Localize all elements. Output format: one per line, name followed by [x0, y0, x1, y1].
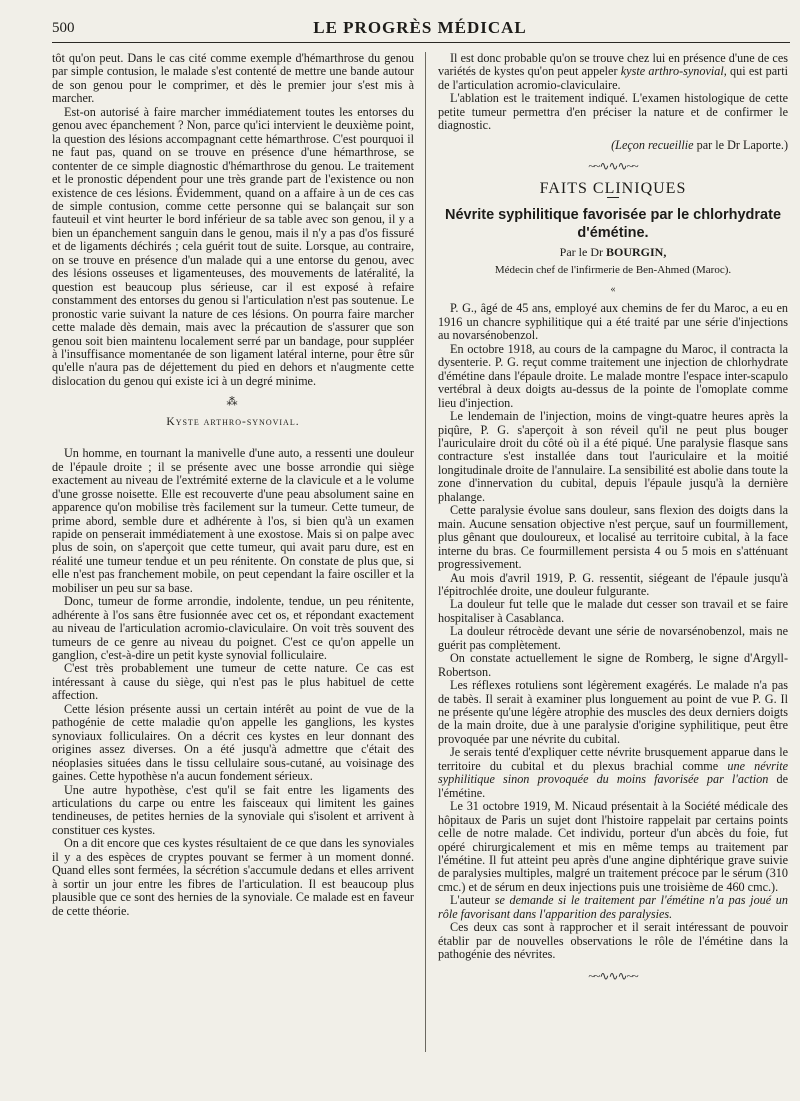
text-run: par le Dr Laporte.): [693, 137, 788, 152]
paragraph: Est-on autorisé à faire marcher immédiatement toutes les entorses du genou avec épanchement ? Non, parce qu'ici intervient le deuxième point, la question des lésions accompagnant cette hémarthrose. C'est pourquoi il ne faut pas, quand on se trouve en présence d'une hémarthrose, se contenter de ce simple diagnostic d'hémarthrose du genou. Le traitement et le pronostic dépendent pour une très grande part de l'existence ou non existence de ces lésions. Évidemment, quand on a affaire à un de ces cas de simple contusion, comme cette personne qui se balançait sur son fauteuil et vint heurter le bord inférieur de sa table avec son genou, il y a bien un épanchement sanguin dans le genou, mais il n'y a pas d'os fissuré et de ligaments déchirés ; cela guérit tout de suite. Lorsque, au contraire, on se trouve en présence d'un malade qui a une entorse du genou, avec des lésions osseuses et ligamenteuses, des mouvements de latéralité, la question est beaucoup plus sérieuse, car il est exposé à refaire constamment des entorses du genou si l'articulation n'est pas soutenue. Le pronostic varie suivant la nature de ces lésions. On pourra faire marcher cette malade dès demain, mais avec la précaution de s'assurer que son genou soit bien maintenu localement serré par un bandage, pour suppléer à l'insuffisance momentanée de son ligament latéral interne, pour être sûr qu'elle n'aura pas de déjettement du pied en dehors et n'augmente cette dislocation du genou qui existe ici à un degré minime.: [52, 104, 414, 388]
text-run: de l'émétine.: [438, 772, 788, 800]
paragraph: Ces deux cas sont à rapprocher et il serait intéressant de pouvoir établir par de nouvelles observations le rôle de l'émétine dans la pathogénie des névrites.: [438, 920, 788, 962]
heading-dash: [607, 197, 619, 198]
running-header: [52, 18, 788, 44]
paragraph: P. G., âgé de 45 ans, employé aux chemins de fer du Maroc, a eu en 1916 un chancre syphilitique qui a été traité par une série d'injections au novarsénobenzol.: [438, 301, 788, 343]
paragraph: Une autre hypothèse, c'est qu'il se fait entre les ligaments des articulations du carpe ou entre les faisceaux qui limitent les gaines tendineuses, de petites hernies de la synoviale qui s'isolent et arrivent à constituer ces kystes.: [52, 782, 414, 837]
ornament-divider: ~~∿∿∿~~: [588, 159, 638, 174]
journal-title: LE PROGRÈS MÉDICAL: [313, 18, 527, 37]
subtitle-initial: K: [166, 415, 176, 428]
text-run: Je serais tenté d'expliquer cette névrite brusquement apparue dans le territoire du cubital et du plexus brachial comme: [438, 745, 788, 773]
ornament-divider: ~~∿∿∿~~: [588, 968, 638, 983]
text-run: , qui est parti de l'articulation acromio-claviculaire.: [438, 64, 788, 92]
paragraph: C'est très probablement une tumeur de cette nature. Ce cas est intéressant à cause du siège, qui n'est pas le plus habituel de cette affection.: [52, 661, 414, 703]
paragraph: Un homme, en tournant la manivelle d'une auto, a ressenti une douleur de l'épaule droite ; il se présente avec une bosse arrondie qui siège exactement au niveau de l'extrémité externe de la clavicule et a le volume d'une grosse noisette. Elle est recouverte d'une peau absolument saine en apparence qu'on mobilise très facilement sur la tumeur. Cette tumeur, de prime abord, semble dure et adhérente à l'os, si bien qu'à un examen rapide on penserait immédiatement à une exostose. Mais si on palpe avec plus de soin, on s'aperçoit que cette tumeur, qui avait paru dure, est en réalité une tumeur tendue et un peu rénitente. On constate de plus que, si elle n'est pas franchement mobile, on peut cependant la faire osciller et la mobiliser un peu sur sa base.: [52, 446, 414, 595]
article-title: Névrite syphilitique favorisée par le chlorhydrate d'émétine.: [444, 207, 782, 242]
author-affiliation: Médecin chef de l'infirmerie de Ben-Ahmed (Maroc).: [494, 263, 732, 276]
italic-run: kyste arthro-synovial: [620, 64, 724, 79]
article-author: [438, 246, 788, 259]
left-column: [52, 52, 414, 918]
text-run: L'auteur: [450, 893, 495, 908]
paragraph: Les réflexes rotuliens sont légèrement exagérés. Le malade n'a pas de tabès. Il serait à examiner plus longuement au point de vue P. G. Il ne présente qu'une légère atrophie des muscles des deux derniers doigts de la main droite, due à une paralysie d'origine syphilitique, peut être provoquée par une névrite du cubital.: [438, 678, 788, 746]
column-divider: [425, 52, 426, 1052]
paragraph: [438, 52, 788, 92]
section-subtitle: [52, 416, 414, 429]
paragraph: Donc, tumeur de forme arrondie, indolente, tendue, un peu rénitente, adhérente à l'os sans être fusionnée avec cet os, et répondant exactement au niveau de l'articulation acromio-claviculaire. On voit très souvent des tumeurs de ce genre au niveau du poignet. C'est ce qu'on appelle un ganglion, c'est-à-dire un petit kyste synovial folliculaire.: [52, 594, 414, 663]
section-heading: FAITS CLINIQUES: [539, 179, 687, 197]
italic-run: se demande si le traitement par l'émétine n'a pas joué un rôle favorisant dans l'apparition des paralysies.: [438, 893, 788, 921]
paragraph: [438, 894, 788, 921]
paragraph: On constate actuellement le signe de Romberg, le signe d'Argyll-Robertson.: [438, 651, 788, 679]
paragraph: La douleur fut telle que le malade dut cesser son travail et se faire hospitaliser à Casablanca.: [438, 597, 788, 625]
subtitle-text: yste arthro-synovial.: [175, 415, 300, 428]
author-prefix: Par le Dr: [559, 245, 606, 260]
paragraph: Le 31 octobre 1919, M. Nicaud présentait à la Société médicale des hôpitaux de Paris un sujet dont l'histoire rappelait par certains points celle de notre malade. Cet individu, porteur d'un abcès du foie, fut opéré chirurgicalement et mis en même temps au traitement par l'émétine. Il fut atteint peu après d'une angine diphtérique grave suivie de paralysies multiples, malgré un traitement précoce par le sérum (310 cmc.) et de sérum en deux injections puis une troisième de 460 cmc.).: [438, 799, 788, 894]
paragraph: Au mois d'avril 1919, P. G. ressentit, siégeant de l'épaule jusqu'à l'épitrochlée droite, une douleur fulgurante.: [438, 570, 788, 598]
header-rule: [52, 42, 790, 43]
paragraph: Cette paralysie évolue sans douleur, sans flexion des doigts dans la main. Aucune sensation objective n'est perçue, sauf un fourmillement, plus gênant que douloureux, et localisé au territoire cubital, à la face interne du bras. Ce fourmillement persista 4 ou 5 mois en s'atténuant progressivement.: [438, 503, 788, 572]
italic-run: (Leçon recueillie: [611, 137, 694, 152]
paragraph: La douleur rétrocède devant une série de novarsénobenzol, mais ne guérit pas complètement.: [438, 624, 788, 652]
paragraph: Cette lésion présente aussi un certain intérêt au point de vue de la pathogénie de cette maladie qu'on appelle les ganglions, les kystes synoviaux folliculaires. On a décrit ces kystes en leur donnant des origines assez diverses. On a été jusqu'à admettre que c'était des néoplasies situées dans le tissu cellulaire sous-cutané, au voisinage des gaines. Cette hypothèse n'a aucun fondement sérieux.: [52, 701, 414, 784]
paragraph: [438, 746, 788, 800]
paragraph: L'ablation est le traitement indiqué. L'examen histologique de cette petite tumeur permettra d'en préciser la nature et de confirmer le diagnostic.: [438, 91, 788, 133]
separator-mark: «: [610, 283, 616, 295]
right-column: [438, 52, 788, 991]
author-name: BOURGIN,: [605, 245, 667, 260]
paragraph: On a dit encore que ces kystes résultaient de ce que dans les synoviales il y a des espèces de cryptes pouvant se fermer à un moment donné. Quand elles sont fermées, la sécrétion s'accumule dedans et elles arrivent à sortir un jour entre les fibres de l'articulation. Il est beaucoup plus plausible que ce sont des hernies de la synoviale. Ce malade est en faveur de cette théorie.: [52, 836, 414, 918]
lecture-signature: [438, 139, 788, 152]
text-run: Il est donc probable qu'on se trouve chez lui en présence d'une de ces variétés de kystes qu'on peut appeler: [438, 51, 788, 79]
paragraph: Le lendemain de l'injection, moins de vingt-quatre heures après la piqûre, P. G. s'aperçoit à son réveil qu'il ne peut plus bouger l'auriculaire droit du côté où il a été piqué. Une paralysie flasque sans contracture s'est installée dans tout l'auriculaire et la moitié longitudinale droite de l'annulaire. La sensibilité est abolie dans toute la zone d'innervation du cubital, depuis l'épaule jusqu'à la dernière phalange.: [438, 409, 788, 504]
paragraph: tôt qu'on peut. Dans le cas cité comme exemple d'hémarthrose du genou par simple contusion, le malade s'est contenté de mettre une bande autour de son genou pour le comprimer, et dès le premier jour s'est mis à marcher.: [52, 51, 414, 106]
page-number: 500: [52, 20, 75, 36]
section-asterism: ⁂: [226, 396, 240, 409]
paragraph: En octobre 1918, au cours de la campagne du Maroc, il contracta la dysenterie. P. G. reçut comme traitement une injection de chlorhydrate d'émétine dans l'épaule droite. Le malade montre l'espace inter-scapulo vertébral à deux doigts au-dessus de la pointe de l'omoplate comme lieu d'injection.: [438, 341, 788, 410]
italic-run: une névrite syphilitique sinon provoquée du moins favorisée par l'action: [438, 758, 789, 787]
